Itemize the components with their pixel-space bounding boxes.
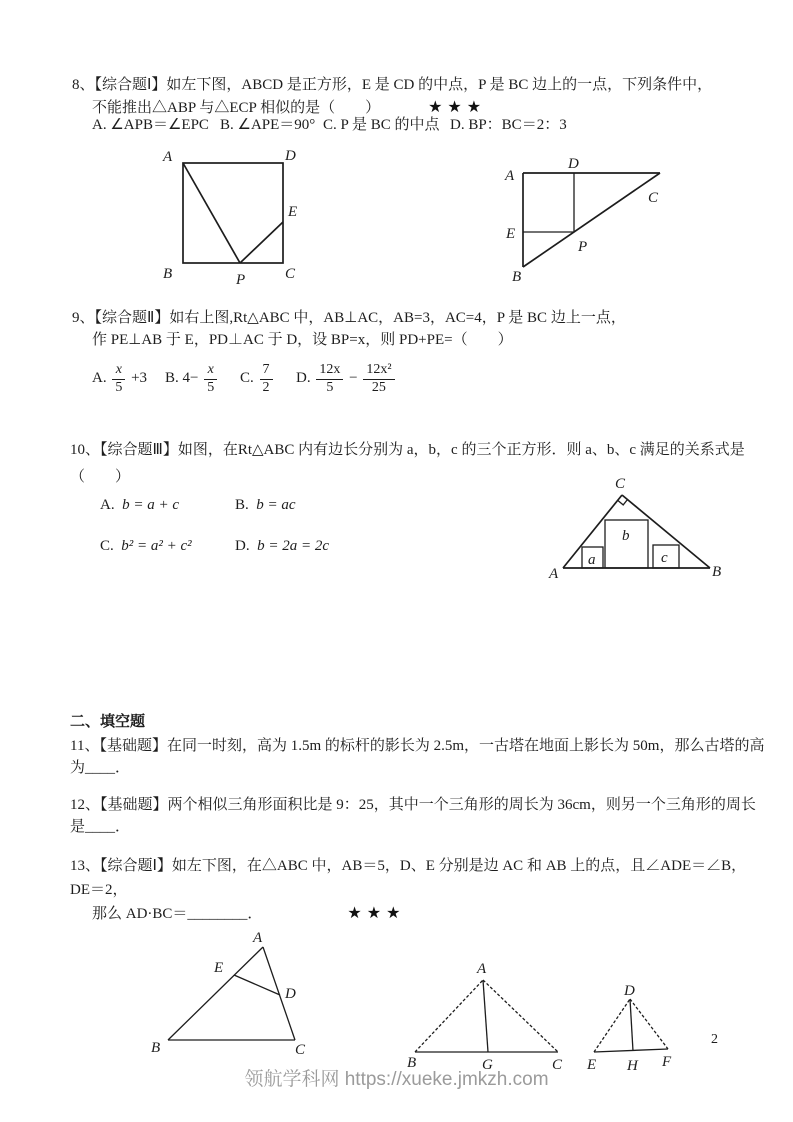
square-label-b: b	[622, 528, 630, 544]
q10-option-a	[100, 497, 235, 514]
vertex-label-a: A	[163, 149, 173, 165]
q8-difficulty-stars: ★★★	[428, 97, 487, 116]
vertex-label-a: A	[549, 566, 559, 582]
q10-triangle-squares-figure	[545, 468, 725, 586]
vertex-label-b: B	[512, 269, 522, 285]
q10-option-b-formula: b = ac	[256, 497, 296, 513]
q13-line3-text: 那么 AD·BC＝________．	[92, 906, 263, 922]
side-bc	[523, 173, 660, 267]
vertex-label-e: E	[288, 204, 298, 220]
q9-option-a-suffix: +3	[131, 370, 148, 387]
vertex-label-c: C	[615, 476, 626, 492]
vertex-label-b: B	[407, 1055, 417, 1071]
q8-line1: 8、【综合题Ⅰ】如左下图，ABCD 是正方形，E 是 CD 的中点，P 是 BC 边上的一点，下列条件中，	[72, 77, 713, 93]
vertex-label-p: P	[236, 272, 246, 288]
segment-pe	[240, 222, 283, 263]
vertex-label-d: D	[285, 148, 296, 164]
section2-header: 二、填空题	[70, 714, 146, 730]
side-ba	[415, 980, 483, 1052]
q8-option-c: C. P 是 BC 的中点	[323, 117, 440, 133]
q10-option-c-label: C.	[100, 538, 114, 554]
vertex-label-c: C	[285, 266, 296, 282]
q8-square-figure	[155, 140, 305, 290]
fraction: $\frac{7}{2}$	[260, 362, 273, 395]
q10-option-c	[100, 538, 235, 555]
q10-option-a-label: A.	[100, 497, 115, 513]
q10-options-row1	[100, 497, 296, 514]
q10-line1: 10、【综合题Ⅲ】如图，在Rt△ABC 内有边长分别为 a，b，c 的三个正方形．则 a、b、c 满足的关系式是	[70, 442, 745, 458]
q13-line1: 13、【综合题Ⅰ】如左下图，在△ABC 中，AB＝5，D、E 分别是边 AC 和 AB 上的点，且∠ADE＝∠B，	[70, 858, 747, 874]
vertex-label-c: C	[552, 1057, 563, 1073]
fraction: $\frac{x}{5}$	[204, 362, 217, 395]
q8-option-b: B. ∠APE＝90°	[220, 117, 316, 133]
q8-line2-text: 不能推出△ABP 与△ECP 相似的是（ ）	[92, 100, 381, 116]
watermark: 领航学科网 https://xueke.jmkzh.com	[244, 1069, 549, 1090]
q9-option-b-label: B.	[165, 370, 179, 387]
q13-triangle-abc-figure	[140, 928, 320, 1058]
vertex-label-d: D	[285, 986, 296, 1002]
fraction: $\frac{12x}{5}$	[316, 362, 343, 395]
vertex-label-e: E	[587, 1057, 597, 1073]
vertex-label-g: G	[482, 1057, 493, 1073]
fraction: $\frac{\text{12x²}}{25}$	[363, 362, 394, 395]
q13-difficulty-stars: ★★★	[347, 903, 406, 922]
q9-line1: 9、【综合题Ⅱ】如右上图,Rt△ABC 中，AB⊥AC，AB=3，AC=4，P 是 BC 边上一点，	[72, 310, 626, 326]
q13-line2: DE＝2，	[70, 882, 128, 898]
vertex-label-d: D	[568, 156, 579, 172]
q9-option-b	[165, 362, 240, 395]
vertex-label-b: B	[151, 1040, 161, 1056]
q10-option-d	[235, 538, 329, 555]
q9-option-b-prefix: 4−	[182, 370, 199, 387]
q10-line2: （ ）	[70, 469, 131, 485]
q9-option-a-label: A.	[92, 370, 107, 387]
vertex-label-a: A	[505, 168, 515, 184]
vertex-label-c: C	[295, 1042, 306, 1058]
vertex-label-d: D	[624, 983, 635, 999]
q8-options	[92, 113, 567, 134]
side-ef	[594, 1049, 668, 1052]
q9-line2: 作 PE⊥AB 于 E，PD⊥AC 于 D，设 BP=x，则 PD+PE=（ ）	[92, 332, 513, 348]
vertex-label-a: A	[253, 930, 263, 946]
q9-right-triangle-figure	[490, 148, 680, 288]
square-abcd	[183, 163, 283, 263]
q9-option-c	[240, 362, 296, 395]
vertex-label-e: E	[506, 226, 516, 242]
q9-options	[92, 358, 397, 400]
q8-option-d: D. BP：BC＝2：3	[450, 117, 567, 133]
segment-ap	[183, 163, 240, 263]
vertex-label-e: E	[214, 960, 224, 976]
q12-line2: 是____．	[70, 819, 131, 835]
square-label-c: c	[661, 550, 668, 566]
q9-option-d	[296, 362, 397, 395]
q9-option-d-label: D.	[296, 370, 311, 387]
q8-option-a: A. ∠APB＝∠EPC	[92, 117, 209, 133]
q10-options-row2	[100, 538, 329, 555]
cevian-dh	[630, 999, 633, 1051]
square-label-a: a	[588, 552, 596, 568]
q11-line1: 11、【基础题】在同一时刻，高为 1.5m 的标杆的影长为 2.5m，一古塔在地面上影长为 50m，那么古塔的高	[70, 738, 765, 754]
vertex-label-c: C	[648, 190, 659, 206]
page-number: 2	[711, 1032, 718, 1047]
vertex-label-p: P	[578, 239, 588, 255]
q10-option-b	[235, 497, 296, 514]
side-df	[630, 999, 668, 1049]
fraction: $\frac{x}{5}$	[112, 362, 125, 395]
cevian-ag	[483, 980, 488, 1052]
q12-line1: 12、【基础题】两个相似三角形面积比是 9：25，其中一个三角形的周长为 36cm，则另一个三角形的周长	[70, 797, 756, 813]
q10-option-a-formula: b = a + c	[122, 497, 179, 513]
q10-option-d-formula: b = 2a = 2c	[257, 538, 329, 554]
q10-option-b-label: B.	[235, 497, 249, 513]
minus-sign: −	[349, 370, 358, 387]
q11-line2: 为____．	[70, 760, 131, 776]
vertex-label-f: F	[662, 1054, 672, 1070]
q9-option-c-label: C.	[240, 370, 254, 387]
vertex-label-a: A	[477, 961, 487, 977]
q13-triangle-abg-figure	[400, 955, 575, 1073]
q13-line3	[92, 902, 405, 925]
vertex-label-b: B	[163, 266, 173, 282]
q10-option-d-label: D.	[235, 538, 250, 554]
side-ac	[483, 980, 558, 1052]
side-ed	[594, 999, 630, 1052]
vertex-label-b: B	[712, 564, 722, 580]
q10-option-c-formula: b² = a² + c²	[121, 538, 192, 554]
right-angle-mark	[618, 500, 628, 505]
q9-option-a	[92, 362, 165, 395]
vertex-label-h: H	[627, 1058, 638, 1074]
